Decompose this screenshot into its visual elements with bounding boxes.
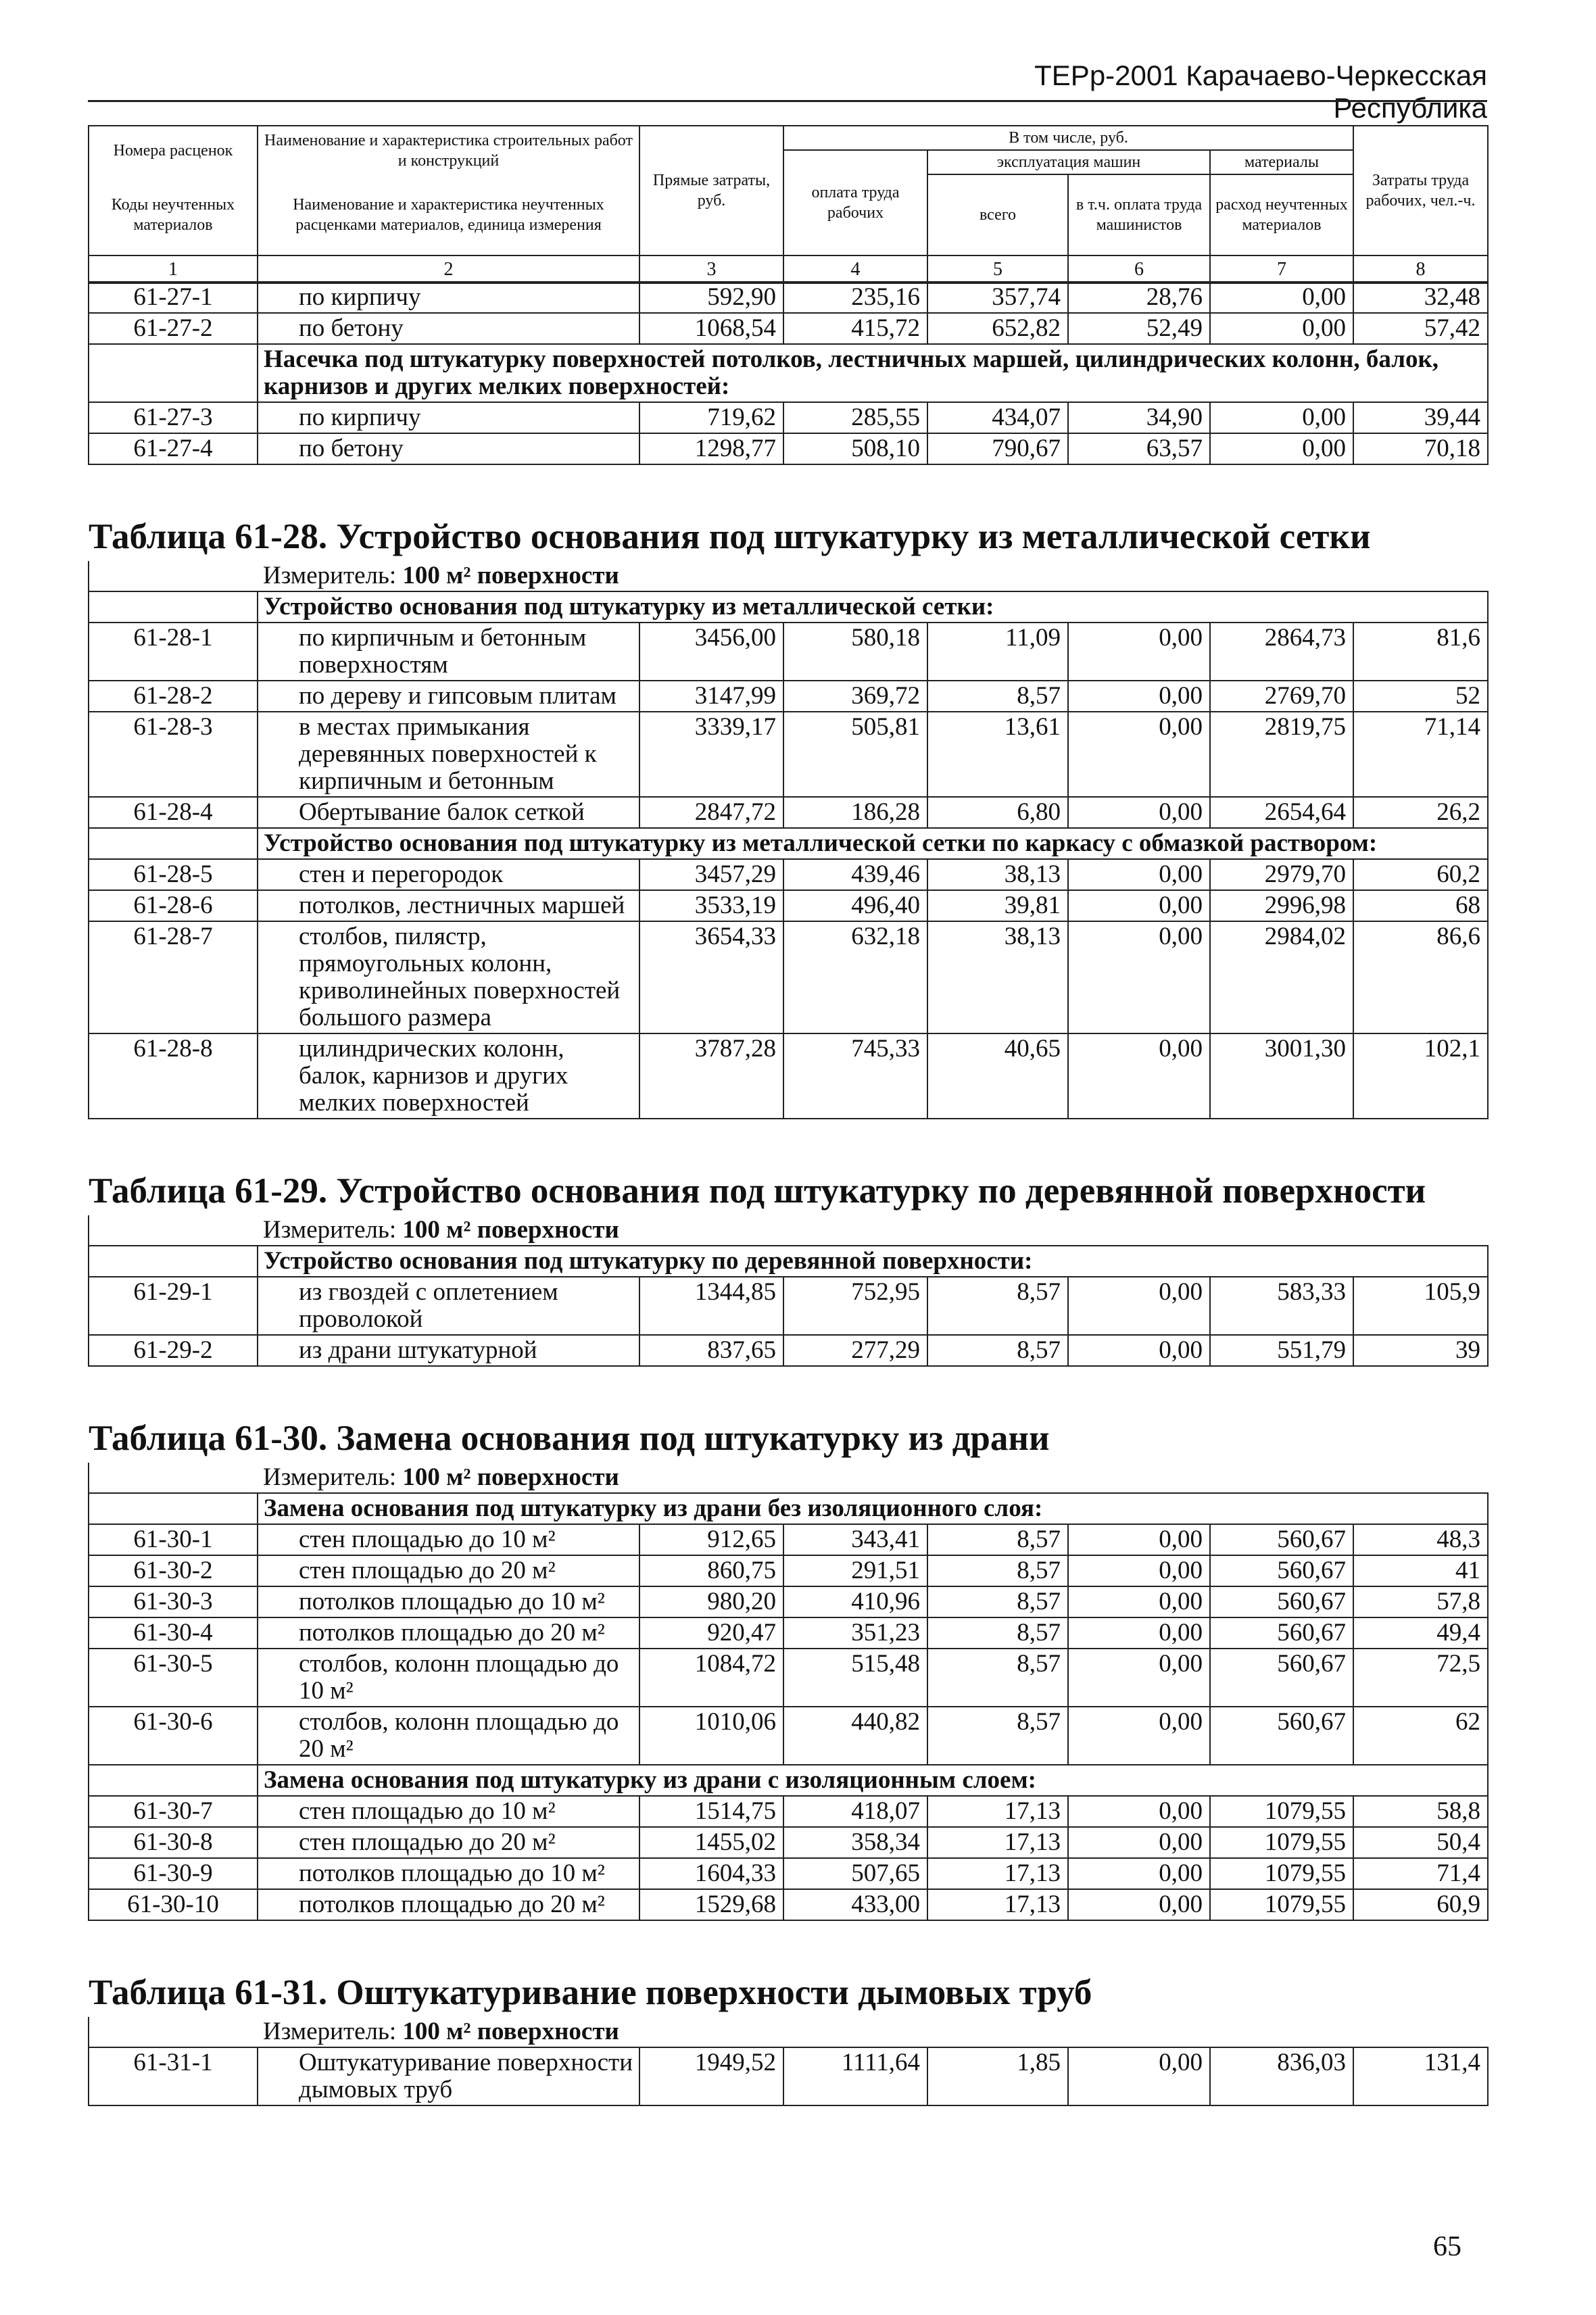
- group-heading: Устройство основания под штукатурку по деревянной поверхности:: [258, 1246, 1488, 1277]
- rate-value: 434,07: [927, 402, 1068, 433]
- measure-row: [89, 1463, 1488, 1493]
- table-row: [89, 797, 1488, 828]
- rate-value: 560,67: [1210, 1555, 1353, 1586]
- rate-value: 343,41: [783, 1524, 927, 1555]
- rate-value: 632,18: [783, 921, 927, 1033]
- table-row: [89, 1524, 1488, 1555]
- rate-value: 2996,98: [1210, 890, 1353, 921]
- rate-code: 61-30-10: [89, 1889, 258, 1920]
- rate-name: Обертывание балок сеткой: [258, 797, 639, 828]
- rate-value: 0,00: [1068, 1649, 1210, 1707]
- table-row: [89, 1827, 1488, 1858]
- rate-value: 39,81: [927, 890, 1068, 921]
- table-row: [89, 313, 1488, 344]
- rate-value: 560,67: [1210, 1524, 1353, 1555]
- rate-code: 61-31-1: [89, 2047, 258, 2105]
- rate-value: 70,18: [1353, 433, 1488, 464]
- rate-value: 1079,55: [1210, 1889, 1353, 1920]
- rate-value: 3147,99: [639, 681, 783, 712]
- rate-value: 17,13: [927, 1858, 1068, 1889]
- table-row: [89, 282, 1488, 313]
- rate-value: 68: [1353, 890, 1488, 921]
- rate-value: 0,00: [1210, 313, 1353, 344]
- rate-value: 72,5: [1353, 1649, 1488, 1707]
- rate-code: 61-27-3: [89, 402, 258, 433]
- rate-value: 3339,17: [639, 712, 783, 797]
- rate-value: 6,80: [927, 797, 1068, 828]
- measure-unit: [258, 1215, 1488, 1246]
- group-heading: Замена основания под штукатурку из драни с изоляционным слоем:: [258, 1765, 1488, 1796]
- measure-label: Измеритель:: [263, 2018, 397, 2045]
- rate-value: 1529,68: [639, 1889, 783, 1920]
- rate-value: 50,4: [1353, 1827, 1488, 1858]
- header-rule: [88, 100, 1487, 102]
- rate-code: 61-28-1: [89, 623, 258, 681]
- rate-code: 61-28-2: [89, 681, 258, 712]
- table-row: [89, 890, 1488, 921]
- rate-value: 0,00: [1068, 1277, 1210, 1335]
- rate-value: 41: [1353, 1555, 1488, 1586]
- table-row: [89, 1649, 1488, 1707]
- rate-value: 2769,70: [1210, 681, 1353, 712]
- rate-name: цилиндрических колонн, балок, карнизов и других мелких поверхностей: [258, 1033, 639, 1119]
- rate-value: 1344,85: [639, 1277, 783, 1335]
- group-heading: Устройство основания под штукатурку из металлической сетки по каркасу с обмазкой раствором:: [258, 828, 1488, 859]
- table-row: [89, 1796, 1488, 1827]
- col-num: 7: [1210, 255, 1353, 283]
- rate-value: 652,82: [927, 313, 1068, 344]
- group-heading-row: [89, 1246, 1488, 1277]
- rate-value: 34,90: [1068, 402, 1210, 433]
- rate-value: 551,79: [1210, 1335, 1353, 1366]
- rate-value: 560,67: [1210, 1649, 1353, 1707]
- measure-value: 100 м² поверхности: [402, 562, 619, 589]
- spacer-row: [89, 1920, 1488, 1968]
- rate-value: 32,48: [1353, 282, 1488, 313]
- rate-value: 912,65: [639, 1524, 783, 1555]
- rate-value: 0,00: [1068, 1555, 1210, 1586]
- rate-value: 62: [1353, 1707, 1488, 1765]
- rate-value: 38,13: [927, 859, 1068, 890]
- rate-value: 560,67: [1210, 1586, 1353, 1617]
- rate-value: 3457,29: [639, 859, 783, 890]
- rate-name: столбов, пилястр, прямоугольных колонн, криволинейных поверхностей большого размера: [258, 921, 639, 1033]
- rate-value: 8,57: [927, 1586, 1068, 1617]
- rate-value: 0,00: [1068, 1033, 1210, 1119]
- col-num: 2: [258, 255, 639, 283]
- col-wage: оплата труда рабочих: [783, 150, 927, 255]
- spacer-row: [89, 464, 1488, 512]
- table-row: [89, 681, 1488, 712]
- rate-value: 719,62: [639, 402, 783, 433]
- rate-value: 57,8: [1353, 1586, 1488, 1617]
- rate-value: 515,48: [783, 1649, 927, 1707]
- table-row: [89, 921, 1488, 1033]
- rate-value: 8,57: [927, 1555, 1068, 1586]
- group-heading: Замена основания под штукатурку из драни без изоляционного слоя:: [258, 1493, 1488, 1524]
- rate-value: 752,95: [783, 1277, 927, 1335]
- rate-value: 1079,55: [1210, 1858, 1353, 1889]
- measure-value: 100 м² поверхности: [402, 1216, 619, 1244]
- rate-value: 0,00: [1068, 2047, 1210, 2105]
- rate-value: 57,42: [1353, 313, 1488, 344]
- col-num: 5: [927, 255, 1068, 283]
- group-heading-row: [89, 828, 1488, 859]
- rate-value: 860,75: [639, 1555, 783, 1586]
- rate-value: 8,57: [927, 1617, 1068, 1649]
- rate-code: 61-30-8: [89, 1827, 258, 1858]
- rate-value: 28,76: [1068, 282, 1210, 313]
- group-heading-row: [89, 591, 1488, 623]
- rate-name: потолков площадью до 10 м²: [258, 1586, 639, 1617]
- rate-value: 26,2: [1353, 797, 1488, 828]
- rate-value: 17,13: [927, 1796, 1068, 1827]
- rate-name: по кирпичным и бетонным поверхностям: [258, 623, 639, 681]
- measure-unit: [258, 2017, 1488, 2047]
- rate-value: 0,00: [1068, 1524, 1210, 1555]
- rate-name: столбов, колонн площадью до 10 м²: [258, 1649, 639, 1707]
- col-labor: Затраты труда рабочих, чел.-ч.: [1353, 126, 1488, 255]
- rate-value: 8,57: [927, 1649, 1068, 1707]
- measure-label: Измеритель:: [263, 562, 397, 589]
- rate-value: 580,18: [783, 623, 927, 681]
- rate-value: 49,4: [1353, 1617, 1488, 1649]
- rate-value: 433,00: [783, 1889, 927, 1920]
- rate-value: 0,00: [1210, 433, 1353, 464]
- col-mat-cost: расход неучтенных материалов: [1210, 174, 1353, 255]
- table-row: [89, 402, 1488, 433]
- rate-value: 1514,75: [639, 1796, 783, 1827]
- col-materials: материалы: [1210, 150, 1353, 174]
- rate-value: 131,4: [1353, 2047, 1488, 2105]
- rate-code: 61-30-2: [89, 1555, 258, 1586]
- rate-value: 415,72: [783, 313, 927, 344]
- rate-value: 38,13: [927, 921, 1068, 1033]
- rate-value: 58,8: [1353, 1796, 1488, 1827]
- table-row: [89, 1277, 1488, 1335]
- rate-value: 980,20: [639, 1586, 783, 1617]
- rate-value: 8,57: [927, 1707, 1068, 1765]
- measure-label: Измеритель:: [263, 1216, 397, 1244]
- rate-value: 505,81: [783, 712, 927, 797]
- rate-name: из гвоздей с оплетением проволокой: [258, 1277, 639, 1335]
- rate-name: по бетону: [258, 433, 639, 464]
- document-header: ТЕРр-2001 Карачаево-Черкесская Республика: [1034, 59, 1487, 124]
- rate-name: потолков площадью до 20 м²: [258, 1889, 639, 1920]
- rate-value: 81,6: [1353, 623, 1488, 681]
- rate-value: 410,96: [783, 1586, 927, 1617]
- rate-value: 39: [1353, 1335, 1488, 1366]
- rate-value: 2984,02: [1210, 921, 1353, 1033]
- table-row: [89, 433, 1488, 464]
- rate-value: 8,57: [927, 1524, 1068, 1555]
- col-codes-top: Номера расценок: [89, 126, 258, 174]
- rate-value: 186,28: [783, 797, 927, 828]
- rate-value: 1,85: [927, 2047, 1068, 2105]
- rate-value: 2819,75: [1210, 712, 1353, 797]
- rate-value: 0,00: [1210, 282, 1353, 313]
- group-heading: Устройство основания под штукатурку из металлической сетки:: [258, 591, 1488, 623]
- table-row: [89, 2047, 1488, 2105]
- table-row: [89, 1617, 1488, 1649]
- col-machines: эксплуатация машин: [927, 150, 1210, 174]
- rate-code: 61-28-6: [89, 890, 258, 921]
- rate-value: 60,2: [1353, 859, 1488, 890]
- group-heading-row: [89, 344, 1488, 402]
- rate-value: 1010,06: [639, 1707, 783, 1765]
- measure-row: [89, 1215, 1488, 1246]
- rate-code: 61-30-1: [89, 1524, 258, 1555]
- rate-value: 0,00: [1068, 681, 1210, 712]
- rate-value: 52,49: [1068, 313, 1210, 344]
- rate-value: 0,00: [1068, 1796, 1210, 1827]
- rate-value: 3787,28: [639, 1033, 783, 1119]
- rate-code: 61-27-1: [89, 282, 258, 313]
- rate-value: 86,6: [1353, 921, 1488, 1033]
- rate-value: 3001,30: [1210, 1033, 1353, 1119]
- rate-value: 1455,02: [639, 1827, 783, 1858]
- rate-value: 2654,64: [1210, 797, 1353, 828]
- rate-value: 920,47: [639, 1617, 783, 1649]
- rate-value: 13,61: [927, 712, 1068, 797]
- rate-name: стен площадью до 20 м²: [258, 1555, 639, 1586]
- col-name-bottom: Наименование и характеристика неучтенных расценками материалов, единица измерения: [258, 174, 639, 255]
- measure-row: [89, 561, 1488, 591]
- table-title: Таблица 61-29. Устройство основания под штукатурку по деревянной поверхности: [89, 1171, 1426, 1211]
- rate-value: 0,00: [1068, 1889, 1210, 1920]
- rate-name: из драни штукатурной: [258, 1335, 639, 1366]
- rate-value: 8,57: [927, 1277, 1068, 1335]
- col-incl: В том числе, руб.: [783, 126, 1353, 150]
- rate-value: 1079,55: [1210, 1796, 1353, 1827]
- rate-value: 1949,52: [639, 2047, 783, 2105]
- spacer-row: [89, 1119, 1488, 1167]
- rate-code: 61-30-3: [89, 1586, 258, 1617]
- rate-value: 439,46: [783, 859, 927, 890]
- table-row: [89, 623, 1488, 681]
- rate-value: 0,00: [1068, 1586, 1210, 1617]
- rate-name: столбов, колонн площадью до 20 м²: [258, 1707, 639, 1765]
- rate-value: 291,51: [783, 1555, 927, 1586]
- table-title: Таблица 61-31. Оштукатуривание поверхности дымовых труб: [89, 1973, 1092, 2012]
- rate-value: 357,74: [927, 282, 1068, 313]
- rate-value: 0,00: [1068, 797, 1210, 828]
- rate-value: 1068,54: [639, 313, 783, 344]
- table-row: [89, 1555, 1488, 1586]
- rate-code: 61-28-5: [89, 859, 258, 890]
- rate-value: 102,1: [1353, 1033, 1488, 1119]
- rate-value: 8,57: [927, 1335, 1068, 1366]
- rate-code: 61-27-4: [89, 433, 258, 464]
- rate-code: 61-27-2: [89, 313, 258, 344]
- rate-value: 0,00: [1068, 1858, 1210, 1889]
- rate-name: Оштукатуривание поверхности дымовых труб: [258, 2047, 639, 2105]
- table-row: [89, 1889, 1488, 1920]
- rate-value: 285,55: [783, 402, 927, 433]
- rate-value: 71,14: [1353, 712, 1488, 797]
- rate-value: 0,00: [1210, 402, 1353, 433]
- rate-name: стен и перегородок: [258, 859, 639, 890]
- table-row: [89, 1033, 1488, 1119]
- rate-value: 0,00: [1068, 890, 1210, 921]
- col-name-top: Наименование и характеристика строительных работ и конструкций: [258, 126, 639, 174]
- rate-value: 0,00: [1068, 1707, 1210, 1765]
- rate-name: по бетону: [258, 313, 639, 344]
- measure-value: 100 м² поверхности: [402, 2018, 619, 2045]
- rate-value: 1084,72: [639, 1649, 783, 1707]
- table-title-row: [89, 1414, 1488, 1463]
- col-num: 4: [783, 255, 927, 283]
- rate-value: 1079,55: [1210, 1827, 1353, 1858]
- table-row: [89, 1707, 1488, 1765]
- col-direct: Прямые затраты, руб.: [639, 126, 783, 255]
- rate-value: 0,00: [1068, 1827, 1210, 1858]
- rate-code: 61-28-3: [89, 712, 258, 797]
- table-title-row: [89, 1167, 1488, 1215]
- rate-code: 61-30-6: [89, 1707, 258, 1765]
- rate-value: 40,65: [927, 1033, 1068, 1119]
- rate-value: 0,00: [1068, 623, 1210, 681]
- rate-code: 61-28-4: [89, 797, 258, 828]
- rate-value: 2847,72: [639, 797, 783, 828]
- rate-code: 61-30-7: [89, 1796, 258, 1827]
- rate-value: 418,07: [783, 1796, 927, 1827]
- rate-value: 39,44: [1353, 402, 1488, 433]
- rate-value: 440,82: [783, 1707, 927, 1765]
- rate-value: 836,03: [1210, 2047, 1353, 2105]
- page-number: 65: [1433, 2231, 1461, 2262]
- col-num: 3: [639, 255, 783, 283]
- table-title: Таблица 61-28. Устройство основания под штукатурку из металлической сетки: [89, 517, 1371, 556]
- rate-name: стен площадью до 10 м²: [258, 1524, 639, 1555]
- rate-value: 235,16: [783, 282, 927, 313]
- col-mach-total: всего: [927, 174, 1068, 255]
- rate-value: 0,00: [1068, 1617, 1210, 1649]
- table-row: [89, 712, 1488, 797]
- rate-value: 0,00: [1068, 921, 1210, 1033]
- rate-code: 61-29-2: [89, 1335, 258, 1366]
- rate-value: 592,90: [639, 282, 783, 313]
- rate-code: 61-30-5: [89, 1649, 258, 1707]
- rate-name: по дереву и гипсовым плитам: [258, 681, 639, 712]
- rate-value: 71,4: [1353, 1858, 1488, 1889]
- table-title: Таблица 61-30. Замена основания под штукатурку из драни: [89, 1419, 1050, 1458]
- rate-name: стен площадью до 10 м²: [258, 1796, 639, 1827]
- measure-unit: [258, 561, 1488, 591]
- rate-value: 105,9: [1353, 1277, 1488, 1335]
- rate-value: 790,67: [927, 433, 1068, 464]
- rate-value: 351,23: [783, 1617, 927, 1649]
- rate-value: 583,33: [1210, 1277, 1353, 1335]
- rate-value: 745,33: [783, 1033, 927, 1119]
- group-heading-row: [89, 1493, 1488, 1524]
- rate-value: 369,72: [783, 681, 927, 712]
- measure-label: Измеритель:: [263, 1463, 397, 1491]
- rate-value: 0,00: [1068, 712, 1210, 797]
- table-title-row: [89, 512, 1488, 561]
- rate-code: 61-30-9: [89, 1858, 258, 1889]
- table-row: [89, 1586, 1488, 1617]
- rate-value: 11,09: [927, 623, 1068, 681]
- rate-value: 17,13: [927, 1889, 1068, 1920]
- rate-value: 507,65: [783, 1858, 927, 1889]
- rate-value: 2864,73: [1210, 623, 1353, 681]
- group-heading-row: [89, 1765, 1488, 1796]
- group-heading: Насечка под штукатурку поверхностей потолков, лестничных маршей, цилиндрических колонн, балок, карнизов и других мелких поверхностей:: [258, 344, 1488, 402]
- column-header-table: [88, 125, 1489, 284]
- rate-name: в местах примыкания деревянных поверхностей к кирпичным и бетонным: [258, 712, 639, 797]
- rate-value: 0,00: [1068, 1335, 1210, 1366]
- rate-value: 3456,00: [639, 623, 783, 681]
- rate-value: 358,34: [783, 1827, 927, 1858]
- rate-value: 8,57: [927, 681, 1068, 712]
- rate-name: по кирпичу: [258, 282, 639, 313]
- rate-value: 560,67: [1210, 1707, 1353, 1765]
- rate-name: потолков площадью до 10 м²: [258, 1858, 639, 1889]
- rate-value: 1298,77: [639, 433, 783, 464]
- rate-value: 48,3: [1353, 1524, 1488, 1555]
- rate-code: 61-28-8: [89, 1033, 258, 1119]
- rate-value: 3654,33: [639, 921, 783, 1033]
- measure-unit: [258, 1463, 1488, 1493]
- rate-value: 560,67: [1210, 1617, 1353, 1649]
- col-num: 1: [89, 255, 258, 283]
- rate-name: стен площадью до 20 м²: [258, 1827, 639, 1858]
- rate-name: потолков площадью до 20 м²: [258, 1617, 639, 1649]
- rate-value: 508,10: [783, 433, 927, 464]
- table-title-row: [89, 1968, 1488, 2017]
- rate-code: 61-30-4: [89, 1617, 258, 1649]
- rate-value: 0,00: [1068, 859, 1210, 890]
- col-num: 6: [1068, 255, 1210, 283]
- rate-value: 1604,33: [639, 1858, 783, 1889]
- rate-name: по кирпичу: [258, 402, 639, 433]
- col-codes-bottom: Коды неучтенных материалов: [89, 174, 258, 255]
- table-row: [89, 1335, 1488, 1366]
- rate-value: 1111,64: [783, 2047, 927, 2105]
- rate-value: 52: [1353, 681, 1488, 712]
- rate-value: 60,9: [1353, 1889, 1488, 1920]
- rate-name: потолков, лестничных маршей: [258, 890, 639, 921]
- rate-value: 837,65: [639, 1335, 783, 1366]
- spacer-row: [89, 1366, 1488, 1414]
- rate-value: 63,57: [1068, 433, 1210, 464]
- table-row: [89, 1858, 1488, 1889]
- measure-row: [89, 2017, 1488, 2047]
- rate-code: 61-29-1: [89, 1277, 258, 1335]
- table-row: [89, 859, 1488, 890]
- rates-table: [88, 281, 1489, 2106]
- rate-value: 3533,19: [639, 890, 783, 921]
- col-num: 8: [1353, 255, 1488, 283]
- rate-value: 277,29: [783, 1335, 927, 1366]
- rate-value: 496,40: [783, 890, 927, 921]
- rate-value: 2979,70: [1210, 859, 1353, 890]
- col-mach-wage: в т.ч. оплата труда машинистов: [1068, 174, 1210, 255]
- rate-value: 17,13: [927, 1827, 1068, 1858]
- rate-code: 61-28-7: [89, 921, 258, 1033]
- measure-value: 100 м² поверхности: [402, 1463, 619, 1491]
